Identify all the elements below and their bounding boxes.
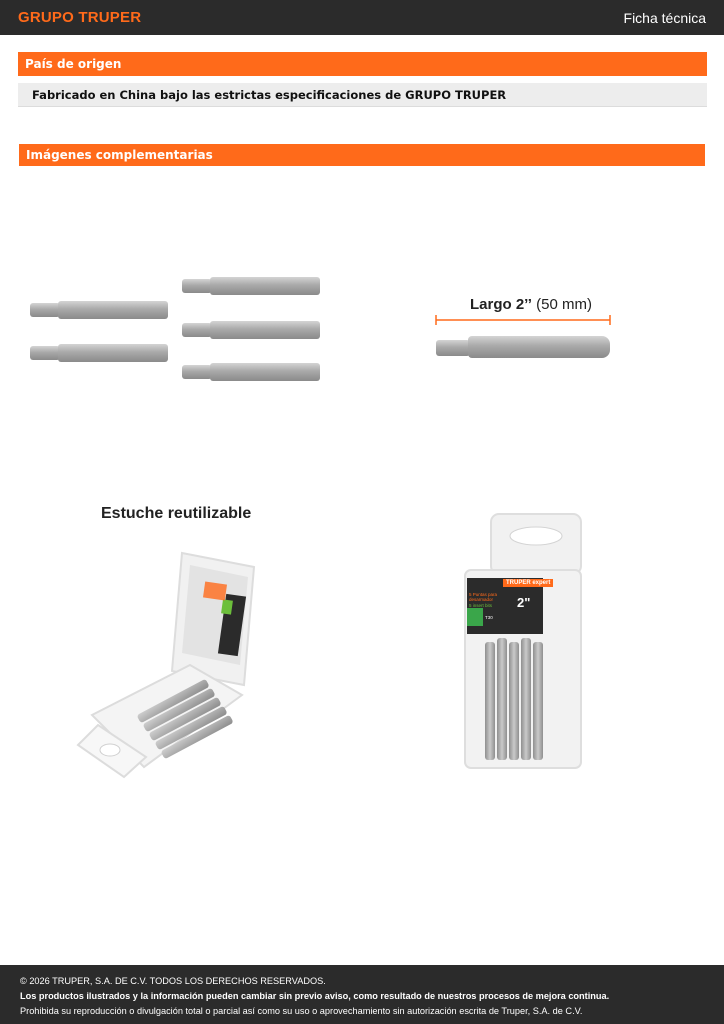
footer-legal: Prohibida su reproducción o divulgación total o parcial así como su uso o aprovechamiento sin autorización escrita de Truper, S.A. de C.V. <box>20 1006 583 1016</box>
bit-1 <box>30 301 168 319</box>
dimension-line <box>436 315 610 325</box>
package-shell <box>463 512 583 772</box>
package-brand <box>503 579 553 587</box>
footer-copyright: © 2026 TRUPER, S.A. DE C.V. TODOS LOS DERECHOS RESERVADOS. <box>20 976 326 986</box>
header-title: Ficha técnica <box>623 9 706 26</box>
single-bit <box>436 336 610 358</box>
open-case-image <box>72 545 262 785</box>
package-brand-name: TRUPER <box>506 580 531 586</box>
package-size: 2" <box>517 595 531 610</box>
length-caption <box>470 296 592 313</box>
top-header <box>0 0 724 35</box>
footer-notice: Los productos ilustrados y la información pueden cambiar sin previo aviso, como resultado de nuestros procesos de mejora continua. <box>20 991 610 1001</box>
case-lid <box>172 553 254 685</box>
length-caption-mm: (50 mm) <box>536 296 592 313</box>
bit-3 <box>182 277 320 295</box>
bits-group-image <box>25 270 325 390</box>
package-desc-es: 5 Puntas para desarmador <box>469 592 498 602</box>
origin-section-title: País de origen <box>18 52 707 76</box>
package-line: expert <box>532 580 551 586</box>
bit-4 <box>182 321 320 339</box>
closed-package-image <box>463 512 583 772</box>
case-caption: Estuche reutilizable <box>101 505 252 522</box>
truper-logo[interactable]: GRUPO TRUPER <box>18 9 142 26</box>
origin-text: Fabricado en China bajo las estrictas especificaciones de GRUPO TRUPER <box>18 83 707 107</box>
package-desc-en: 5 insert bits <box>469 603 493 608</box>
page-footer <box>0 965 724 1024</box>
images-section-title: Imágenes complementarias <box>19 144 705 166</box>
package-code: T30 <box>485 615 493 620</box>
bit-2 <box>30 344 168 362</box>
bit-length-image <box>430 314 615 364</box>
length-caption-inches: Largo 2’’ <box>470 296 532 313</box>
bit-5 <box>182 363 320 381</box>
